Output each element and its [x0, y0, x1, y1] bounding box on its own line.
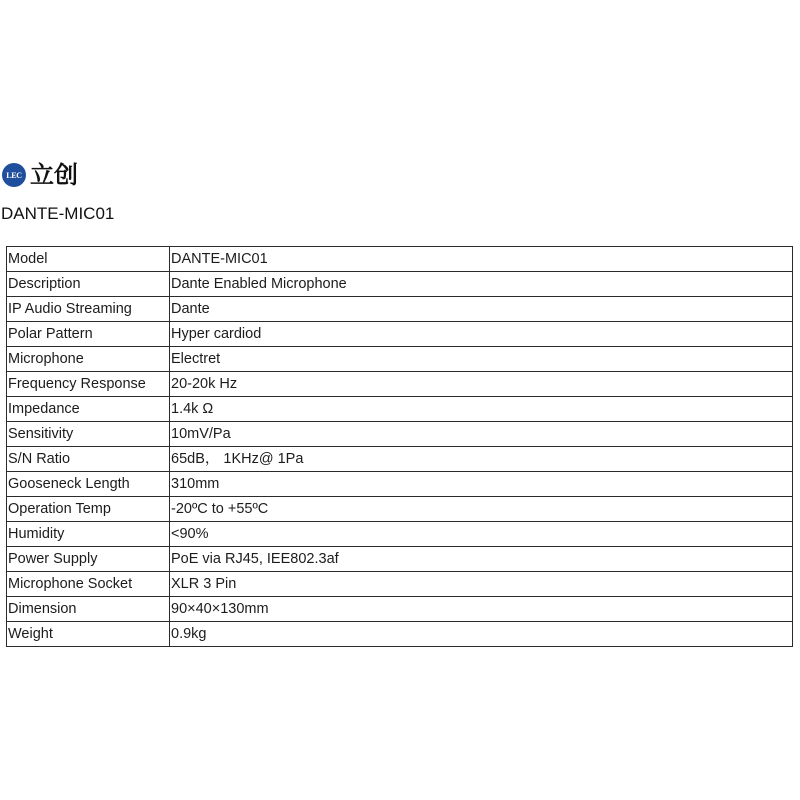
spec-label: Weight — [7, 622, 170, 647]
table-row — [7, 297, 793, 322]
product-title: DANTE-MIC01 — [1, 204, 115, 223]
brand-logo-icon: LEC — [2, 163, 26, 187]
spec-value: <90% — [170, 522, 793, 547]
spec-label: Dimension — [7, 597, 170, 622]
table-row — [7, 472, 793, 497]
spec-label: Description — [7, 272, 170, 297]
spec-value: -20ºC to +55ºC — [170, 497, 793, 522]
brand-name: 立创 — [30, 161, 78, 189]
spec-value: 1.4k Ω — [170, 397, 793, 422]
brand-header — [2, 158, 78, 192]
spec-value: Hyper cardiod — [170, 322, 793, 347]
table-row — [7, 422, 793, 447]
spec-value: 0.9kg — [170, 622, 793, 647]
spec-label: Impedance — [7, 397, 170, 422]
spec-label: Microphone — [7, 347, 170, 372]
table-row — [7, 347, 793, 372]
table-row — [7, 497, 793, 522]
table-row — [7, 397, 793, 422]
table-row — [7, 372, 793, 397]
spec-value: DANTE-MIC01 — [170, 247, 793, 272]
table-row — [7, 547, 793, 572]
table-row — [7, 572, 793, 597]
spec-value: Dante Enabled Microphone — [170, 272, 793, 297]
spec-value: XLR 3 Pin — [170, 572, 793, 597]
table-row — [7, 272, 793, 297]
table-row — [7, 597, 793, 622]
spec-label: Power Supply — [7, 547, 170, 572]
spec-table-body — [7, 247, 793, 647]
spec-table — [6, 246, 793, 647]
spec-value: 20-20k Hz — [170, 372, 793, 397]
spec-label: Frequency Response — [7, 372, 170, 397]
table-row — [7, 322, 793, 347]
spec-value: 65dB， 1KHz@ 1Pa — [170, 447, 793, 472]
spec-value: 310mm — [170, 472, 793, 497]
spec-value: Dante — [170, 297, 793, 322]
spec-value: 90×40×130mm — [170, 597, 793, 622]
spec-value: 10mV/Pa — [170, 422, 793, 447]
spec-label: S/N Ratio — [7, 447, 170, 472]
spec-label: Polar Pattern — [7, 322, 170, 347]
spec-label: Model — [7, 247, 170, 272]
spec-value: Electret — [170, 347, 793, 372]
spec-label: Microphone Socket — [7, 572, 170, 597]
spec-label: Sensitivity — [7, 422, 170, 447]
spec-label: Gooseneck Length — [7, 472, 170, 497]
spec-label: Humidity — [7, 522, 170, 547]
spec-label: IP Audio Streaming — [7, 297, 170, 322]
table-row — [7, 522, 793, 547]
table-row — [7, 622, 793, 647]
spec-value: PoE via RJ45, IEE802.3af — [170, 547, 793, 572]
spec-label: Operation Temp — [7, 497, 170, 522]
table-row — [7, 247, 793, 272]
table-row — [7, 447, 793, 472]
